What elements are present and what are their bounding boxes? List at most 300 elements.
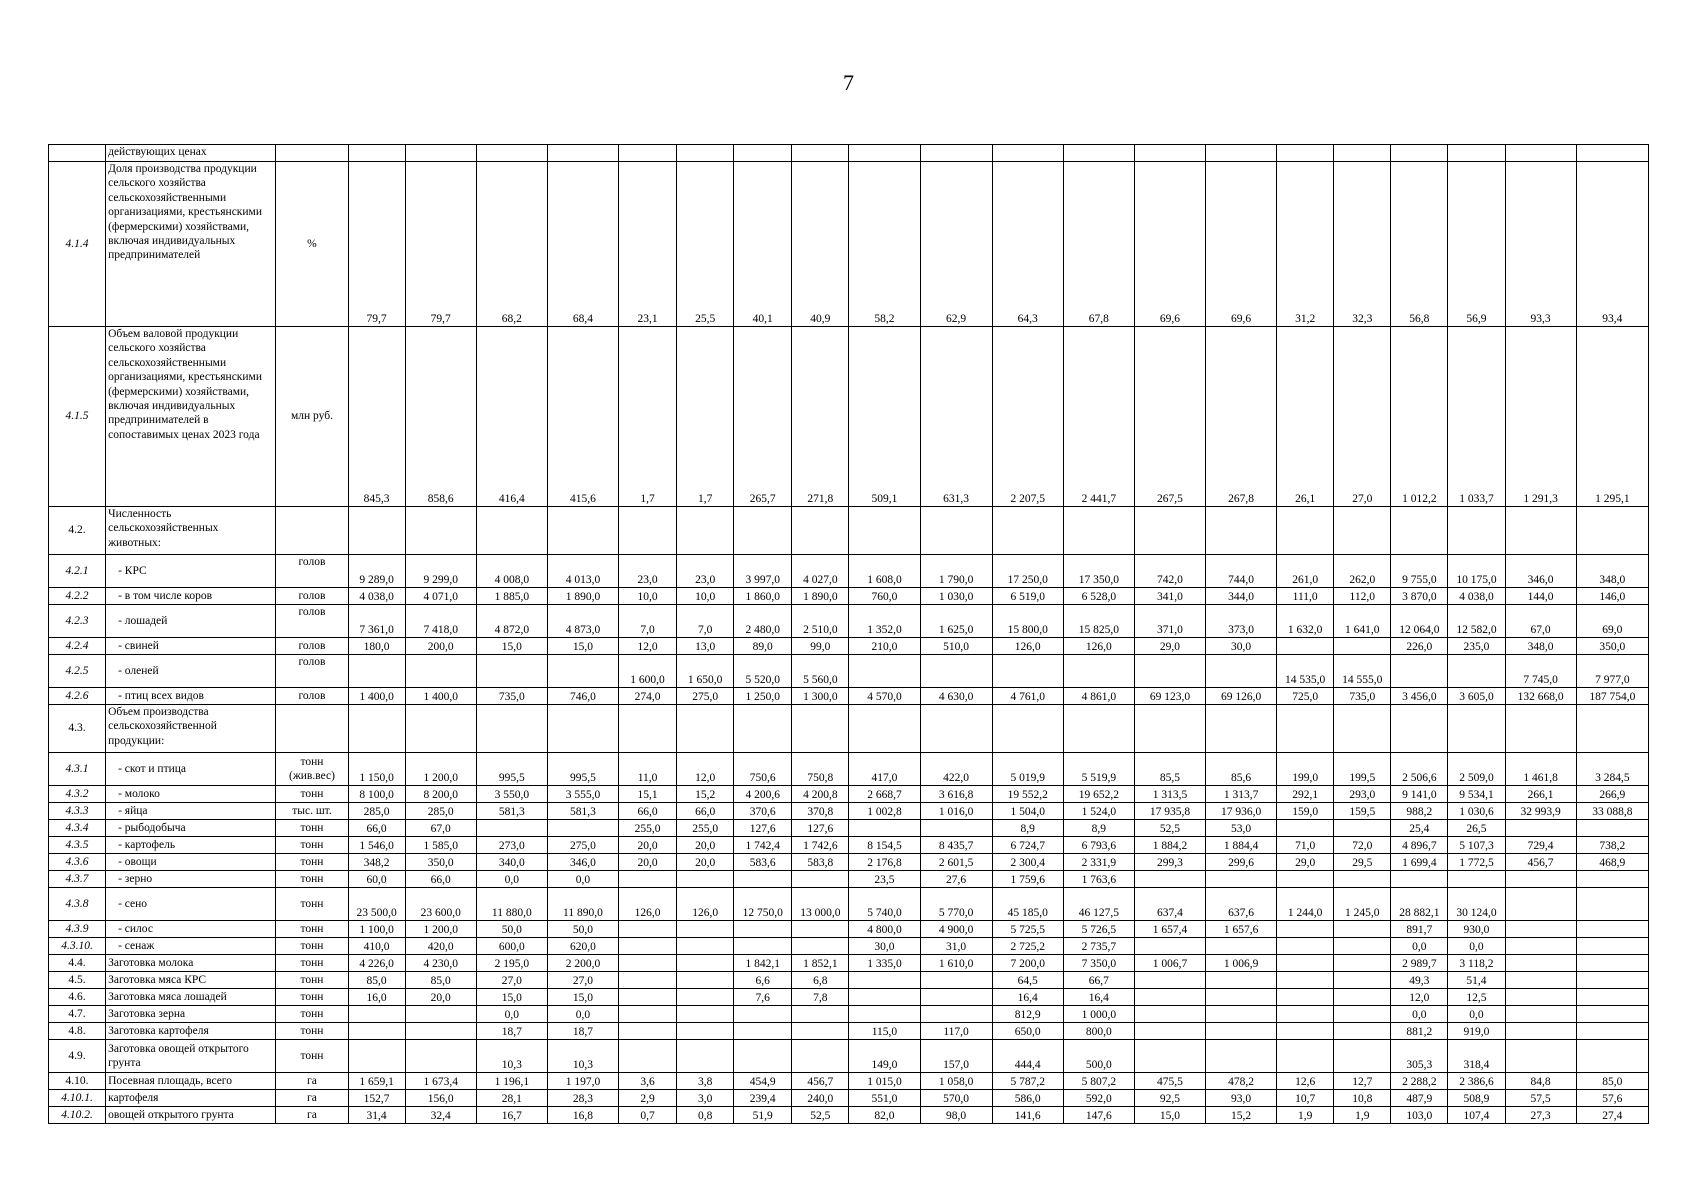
value-cell: 760,0 xyxy=(849,588,920,605)
value-cell: 1 860,0 xyxy=(734,588,792,605)
value-cell: 20,0 xyxy=(677,837,734,854)
value-cell: 4 071,0 xyxy=(405,588,476,605)
value-cell: 1 884,2 xyxy=(1134,837,1205,854)
value-cell xyxy=(1334,972,1391,989)
value-cell: 508,9 xyxy=(1448,1090,1505,1107)
value-cell xyxy=(619,507,677,555)
row-name: Заготовка зерна xyxy=(106,1006,276,1023)
value-cell: 373,0 xyxy=(1206,605,1277,638)
value-cell: 20,0 xyxy=(619,837,677,854)
value-cell: 475,5 xyxy=(1134,1073,1205,1090)
value-cell: 10,0 xyxy=(677,588,734,605)
value-cell: 1 608,0 xyxy=(849,555,920,588)
table-row xyxy=(49,786,1649,803)
value-cell: 346,0 xyxy=(547,854,618,871)
table-row xyxy=(49,753,1649,786)
value-cell: 341,0 xyxy=(1134,588,1205,605)
row-code: 4.10. xyxy=(49,1073,106,1090)
value-cell: 1 742,4 xyxy=(734,837,792,854)
value-cell xyxy=(1576,972,1648,989)
value-cell xyxy=(1206,507,1277,555)
row-unit: тонн xyxy=(276,1040,348,1073)
value-cell xyxy=(405,655,476,688)
value-cell: 46 127,5 xyxy=(1063,888,1134,921)
value-cell: 2 509,0 xyxy=(1448,753,1505,786)
value-cell: 266,9 xyxy=(1576,786,1648,803)
row-name: Объем производства сельскохозяйственной продукции: xyxy=(106,705,276,753)
value-cell: 422,0 xyxy=(920,753,992,786)
row-name: Доля производства продукции сельского хозяйства сельскохозяйственными организациями, крестьянскими (фермерскими) хозяйствами, включая индивидуальных предпринимателей xyxy=(106,162,276,327)
value-cell: 1 632,0 xyxy=(1277,605,1334,638)
value-cell xyxy=(1134,655,1205,688)
value-cell: 6 519,0 xyxy=(992,588,1063,605)
value-cell: 370,6 xyxy=(734,803,792,820)
value-cell: 1 657,6 xyxy=(1206,921,1277,938)
value-cell xyxy=(1334,921,1391,938)
value-cell xyxy=(476,705,547,753)
value-cell: 12,5 xyxy=(1448,989,1505,1006)
value-cell xyxy=(849,1006,920,1023)
value-cell xyxy=(920,507,992,555)
value-cell xyxy=(1391,871,1448,888)
value-cell: 67,8 xyxy=(1063,162,1134,327)
value-cell: 32,4 xyxy=(405,1107,476,1124)
value-cell: 17 350,0 xyxy=(1063,555,1134,588)
value-cell: 16,8 xyxy=(547,1107,618,1124)
value-cell xyxy=(619,972,677,989)
value-cell xyxy=(677,1006,734,1023)
value-cell xyxy=(992,655,1063,688)
value-cell: 1 002,8 xyxy=(849,803,920,820)
row-unit: голов xyxy=(276,638,348,655)
value-cell: 271,8 xyxy=(792,327,849,507)
value-cell: 210,0 xyxy=(849,638,920,655)
value-cell xyxy=(734,145,792,162)
value-cell: 410,0 xyxy=(348,938,405,955)
row-code: 4.4. xyxy=(49,955,106,972)
value-cell: 66,0 xyxy=(348,820,405,837)
value-cell: 12,6 xyxy=(1277,1073,1334,1090)
value-cell xyxy=(677,1040,734,1073)
value-cell: 417,0 xyxy=(849,753,920,786)
value-cell: 1 300,0 xyxy=(792,688,849,705)
value-cell: 79,7 xyxy=(405,162,476,327)
table-row xyxy=(49,1073,1649,1090)
value-cell: 1 852,1 xyxy=(792,955,849,972)
value-cell xyxy=(1134,1040,1205,1073)
value-cell: 995,5 xyxy=(476,753,547,786)
value-cell xyxy=(1206,972,1277,989)
value-cell xyxy=(1277,938,1334,955)
value-cell: 1 759,6 xyxy=(992,871,1063,888)
value-cell xyxy=(547,145,618,162)
value-cell: 346,0 xyxy=(1505,555,1576,588)
value-cell: 350,0 xyxy=(405,854,476,871)
row-unit: млн руб. xyxy=(276,327,348,507)
row-code: 4.3.4 xyxy=(49,820,106,837)
value-cell: 812,9 xyxy=(992,1006,1063,1023)
value-cell: 57,5 xyxy=(1505,1090,1576,1107)
value-cell: 4 230,0 xyxy=(405,955,476,972)
value-cell: 66,0 xyxy=(677,803,734,820)
value-cell: 85,5 xyxy=(1134,753,1205,786)
value-cell: 742,0 xyxy=(1134,555,1205,588)
value-cell: 60,0 xyxy=(348,871,405,888)
value-cell: 67,0 xyxy=(405,820,476,837)
row-name: - птиц всех видов xyxy=(106,688,276,705)
value-cell: 85,0 xyxy=(405,972,476,989)
value-cell: 16,4 xyxy=(1063,989,1134,1006)
value-cell xyxy=(619,989,677,1006)
value-cell: 52,5 xyxy=(792,1107,849,1124)
value-cell: 16,4 xyxy=(992,989,1063,1006)
value-cell xyxy=(1505,989,1576,1006)
value-cell: 50,0 xyxy=(547,921,618,938)
value-cell: 103,0 xyxy=(1391,1107,1448,1124)
row-code: 4.3.9 xyxy=(49,921,106,938)
value-cell: 13 000,0 xyxy=(792,888,849,921)
row-name: овощей открытого грунта xyxy=(106,1107,276,1124)
value-cell xyxy=(1576,820,1648,837)
row-code: 4.10.2. xyxy=(49,1107,106,1124)
value-cell: 20,0 xyxy=(619,854,677,871)
value-cell: 7,8 xyxy=(792,989,849,1006)
value-cell: 16,7 xyxy=(476,1107,547,1124)
value-cell: 988,2 xyxy=(1391,803,1448,820)
value-cell: 28 882,1 xyxy=(1391,888,1448,921)
value-cell: 7,6 xyxy=(734,989,792,1006)
value-cell: 187 754,0 xyxy=(1576,688,1648,705)
value-cell: 293,0 xyxy=(1334,786,1391,803)
value-cell xyxy=(1277,921,1334,938)
value-cell: 99,0 xyxy=(792,638,849,655)
row-code: 4.3. xyxy=(49,705,106,753)
value-cell xyxy=(1505,972,1576,989)
row-code: 4.2. xyxy=(49,507,106,555)
value-cell xyxy=(920,145,992,162)
value-cell xyxy=(1576,938,1648,955)
value-cell: 454,9 xyxy=(734,1073,792,1090)
value-cell: 744,0 xyxy=(1206,555,1277,588)
value-cell xyxy=(849,972,920,989)
value-cell xyxy=(1277,871,1334,888)
value-cell: 265,7 xyxy=(734,327,792,507)
value-cell xyxy=(1334,871,1391,888)
value-cell: 3 870,0 xyxy=(1391,588,1448,605)
value-cell: 1 295,1 xyxy=(1576,327,1648,507)
value-cell xyxy=(992,507,1063,555)
value-cell xyxy=(1505,1006,1576,1023)
table-row xyxy=(49,989,1649,1006)
value-cell: 500,0 xyxy=(1063,1040,1134,1073)
value-cell xyxy=(619,1023,677,1040)
value-cell: 4 200,6 xyxy=(734,786,792,803)
value-cell: 0,0 xyxy=(476,871,547,888)
value-cell xyxy=(348,1006,405,1023)
value-cell: 1 790,0 xyxy=(920,555,992,588)
value-cell xyxy=(476,820,547,837)
value-cell: 5 725,5 xyxy=(992,921,1063,938)
row-name: - зерно xyxy=(106,871,276,888)
value-cell xyxy=(1505,507,1576,555)
table-row xyxy=(49,803,1649,820)
value-cell: 1 033,7 xyxy=(1448,327,1505,507)
value-cell: 631,3 xyxy=(920,327,992,507)
value-cell: 2 480,0 xyxy=(734,605,792,638)
value-cell: 3,0 xyxy=(677,1090,734,1107)
value-cell: 1 015,0 xyxy=(849,1073,920,1090)
value-cell: 750,6 xyxy=(734,753,792,786)
table-row xyxy=(49,1006,1649,1023)
value-cell: 1 291,3 xyxy=(1505,327,1576,507)
value-cell: 1,7 xyxy=(677,327,734,507)
row-name: - картофель xyxy=(106,837,276,854)
row-name: Объем валовой продукции сельского хозяйства сельскохозяйственными организациями, крестьянскими (фермерскими) хозяйствами, включая индивидуальных предпринимателей в сопоставимых ценах 2023 года xyxy=(106,327,276,507)
value-cell: 199,5 xyxy=(1334,753,1391,786)
value-cell: 1 006,9 xyxy=(1206,955,1277,972)
value-cell: 415,6 xyxy=(547,327,618,507)
value-cell xyxy=(1134,705,1205,753)
value-cell xyxy=(1505,955,1576,972)
value-cell xyxy=(1134,972,1205,989)
row-name: Заготовка молока xyxy=(106,955,276,972)
value-cell: 3 605,0 xyxy=(1448,688,1505,705)
value-cell: 2,9 xyxy=(619,1090,677,1107)
value-cell xyxy=(1206,145,1277,162)
table-row xyxy=(49,1023,1649,1040)
value-cell xyxy=(677,938,734,955)
value-cell xyxy=(547,705,618,753)
value-cell: 371,0 xyxy=(1134,605,1205,638)
value-cell: 487,9 xyxy=(1391,1090,1448,1107)
row-unit: тыс. шт. xyxy=(276,803,348,820)
row-code: 4.3.3 xyxy=(49,803,106,820)
value-cell: 1 244,0 xyxy=(1277,888,1334,921)
value-cell: 3 997,0 xyxy=(734,555,792,588)
row-name: Заготовка картофеля xyxy=(106,1023,276,1040)
value-cell: 8 435,7 xyxy=(920,837,992,854)
value-cell: 4 873,0 xyxy=(547,605,618,638)
value-cell: 1 699,4 xyxy=(1391,854,1448,871)
value-cell: 370,8 xyxy=(792,803,849,820)
value-cell: 292,1 xyxy=(1277,786,1334,803)
row-code: 4.2.6 xyxy=(49,688,106,705)
value-cell: 84,8 xyxy=(1505,1073,1576,1090)
value-cell: 12,0 xyxy=(1391,989,1448,1006)
table-row xyxy=(49,938,1649,955)
value-cell: 729,4 xyxy=(1505,837,1576,854)
value-cell: 12,0 xyxy=(619,638,677,655)
value-cell xyxy=(348,1023,405,1040)
value-cell: 159,5 xyxy=(1334,803,1391,820)
value-cell xyxy=(1576,1006,1648,1023)
value-cell xyxy=(734,1040,792,1073)
row-unit: тонн (жив.вес) xyxy=(276,753,348,786)
value-cell: 1 200,0 xyxy=(405,753,476,786)
value-cell: 318,4 xyxy=(1448,1040,1505,1073)
value-cell: 56,9 xyxy=(1448,162,1505,327)
value-cell: 69 126,0 xyxy=(1206,688,1277,705)
value-cell xyxy=(734,871,792,888)
value-cell: 15,2 xyxy=(677,786,734,803)
value-cell: 266,1 xyxy=(1505,786,1576,803)
value-cell xyxy=(547,507,618,555)
value-cell: 1 524,0 xyxy=(1063,803,1134,820)
row-name: картофеля xyxy=(106,1090,276,1107)
value-cell: 348,0 xyxy=(1505,638,1576,655)
table-row xyxy=(49,688,1649,705)
value-cell: 15,0 xyxy=(1134,1107,1205,1124)
value-cell: 66,0 xyxy=(405,871,476,888)
value-cell: 1 197,0 xyxy=(547,1073,618,1090)
value-cell xyxy=(792,938,849,955)
row-unit: голов xyxy=(276,555,348,588)
value-cell xyxy=(920,1006,992,1023)
value-cell xyxy=(1206,989,1277,1006)
row-code: 4.1.4 xyxy=(49,162,106,327)
value-cell: 1 885,0 xyxy=(476,588,547,605)
value-cell: 28,3 xyxy=(547,1090,618,1107)
value-cell: 126,0 xyxy=(1063,638,1134,655)
value-cell: 456,7 xyxy=(1505,854,1576,871)
value-cell: 14 555,0 xyxy=(1334,655,1391,688)
value-cell: 858,6 xyxy=(405,327,476,507)
value-cell xyxy=(405,1023,476,1040)
value-cell xyxy=(1206,1040,1277,1073)
value-cell xyxy=(1505,1040,1576,1073)
value-cell: 8,9 xyxy=(1063,820,1134,837)
value-cell: 50,0 xyxy=(476,921,547,938)
value-cell: 7 350,0 xyxy=(1063,955,1134,972)
value-cell xyxy=(1334,1006,1391,1023)
value-cell: 4 761,0 xyxy=(992,688,1063,705)
value-cell: 147,6 xyxy=(1063,1107,1134,1124)
value-cell: 1 016,0 xyxy=(920,803,992,820)
value-cell xyxy=(405,705,476,753)
value-cell xyxy=(1277,705,1334,753)
value-cell: 240,0 xyxy=(792,1090,849,1107)
row-code: 4.2.3 xyxy=(49,605,106,638)
value-cell xyxy=(992,705,1063,753)
row-code: 4.2.2 xyxy=(49,588,106,605)
value-cell xyxy=(1277,1040,1334,1073)
value-cell: 11 880,0 xyxy=(476,888,547,921)
value-cell: 1 461,8 xyxy=(1505,753,1576,786)
value-cell: 1,9 xyxy=(1277,1107,1334,1124)
value-cell: 8 100,0 xyxy=(348,786,405,803)
value-cell: 299,3 xyxy=(1134,854,1205,871)
value-cell: 735,0 xyxy=(476,688,547,705)
value-cell: 126,0 xyxy=(619,888,677,921)
value-cell: 275,0 xyxy=(677,688,734,705)
value-cell xyxy=(677,989,734,1006)
value-cell: 0,0 xyxy=(1391,938,1448,955)
value-cell: 2 300,4 xyxy=(992,854,1063,871)
table-row xyxy=(49,837,1649,854)
value-cell: 30,0 xyxy=(849,938,920,955)
value-cell xyxy=(1134,938,1205,955)
value-cell xyxy=(677,145,734,162)
value-cell xyxy=(920,705,992,753)
value-cell: 1 641,0 xyxy=(1334,605,1391,638)
value-cell xyxy=(348,507,405,555)
value-cell xyxy=(348,145,405,162)
value-cell: 17 936,0 xyxy=(1206,803,1277,820)
value-cell: 930,0 xyxy=(1448,921,1505,938)
value-cell: 5 107,3 xyxy=(1448,837,1505,854)
value-cell: 14 535,0 xyxy=(1277,655,1334,688)
value-cell xyxy=(1134,871,1205,888)
value-cell: 1 030,6 xyxy=(1448,803,1505,820)
table-row xyxy=(49,145,1649,162)
row-code xyxy=(49,145,106,162)
value-cell xyxy=(849,705,920,753)
value-cell: 10,7 xyxy=(1277,1090,1334,1107)
value-cell: 4 861,0 xyxy=(1063,688,1134,705)
value-cell: 199,0 xyxy=(1277,753,1334,786)
value-cell xyxy=(1576,921,1648,938)
value-cell: 12,7 xyxy=(1334,1073,1391,1090)
value-cell: 1 600,0 xyxy=(619,655,677,688)
value-cell: 0,0 xyxy=(1391,1006,1448,1023)
value-cell: 149,0 xyxy=(849,1040,920,1073)
value-cell: 16,0 xyxy=(348,989,405,1006)
value-cell: 200,0 xyxy=(405,638,476,655)
value-cell: 881,2 xyxy=(1391,1023,1448,1040)
value-cell xyxy=(1334,820,1391,837)
value-cell: 7 977,0 xyxy=(1576,655,1648,688)
row-name: Посевная площадь, всего xyxy=(106,1073,276,1090)
value-cell xyxy=(1277,972,1334,989)
value-cell: 1 200,0 xyxy=(405,921,476,938)
table-row xyxy=(49,507,1649,555)
value-cell: 23,0 xyxy=(677,555,734,588)
value-cell: 5 520,0 xyxy=(734,655,792,688)
value-cell: 2 200,0 xyxy=(547,955,618,972)
value-cell: 23,5 xyxy=(849,871,920,888)
value-cell: 7 361,0 xyxy=(348,605,405,638)
value-cell: 456,7 xyxy=(792,1073,849,1090)
value-cell: 52,5 xyxy=(1134,820,1205,837)
value-cell: 19 652,2 xyxy=(1063,786,1134,803)
value-cell: 0,0 xyxy=(547,871,618,888)
value-cell: 13,0 xyxy=(677,638,734,655)
row-name: - молоко xyxy=(106,786,276,803)
value-cell: 11 890,0 xyxy=(547,888,618,921)
table-row xyxy=(49,1040,1649,1073)
value-cell: 1 400,0 xyxy=(405,688,476,705)
value-cell: 28,1 xyxy=(476,1090,547,1107)
value-cell: 3 284,5 xyxy=(1576,753,1648,786)
value-cell: 4 038,0 xyxy=(1448,588,1505,605)
row-code: 4.1.5 xyxy=(49,327,106,507)
value-cell: 159,0 xyxy=(1277,803,1334,820)
data-table xyxy=(48,144,1649,1124)
value-cell xyxy=(734,1006,792,1023)
table-row xyxy=(49,955,1649,972)
value-cell xyxy=(1334,145,1391,162)
value-cell: 79,7 xyxy=(348,162,405,327)
value-cell: 267,5 xyxy=(1134,327,1205,507)
value-cell: 285,0 xyxy=(405,803,476,820)
value-cell: 0,8 xyxy=(677,1107,734,1124)
value-cell: 64,3 xyxy=(992,162,1063,327)
table-row xyxy=(49,854,1649,871)
value-cell: 4 027,0 xyxy=(792,555,849,588)
table-row xyxy=(49,638,1649,655)
value-cell: 348,2 xyxy=(348,854,405,871)
value-cell: 8,9 xyxy=(992,820,1063,837)
